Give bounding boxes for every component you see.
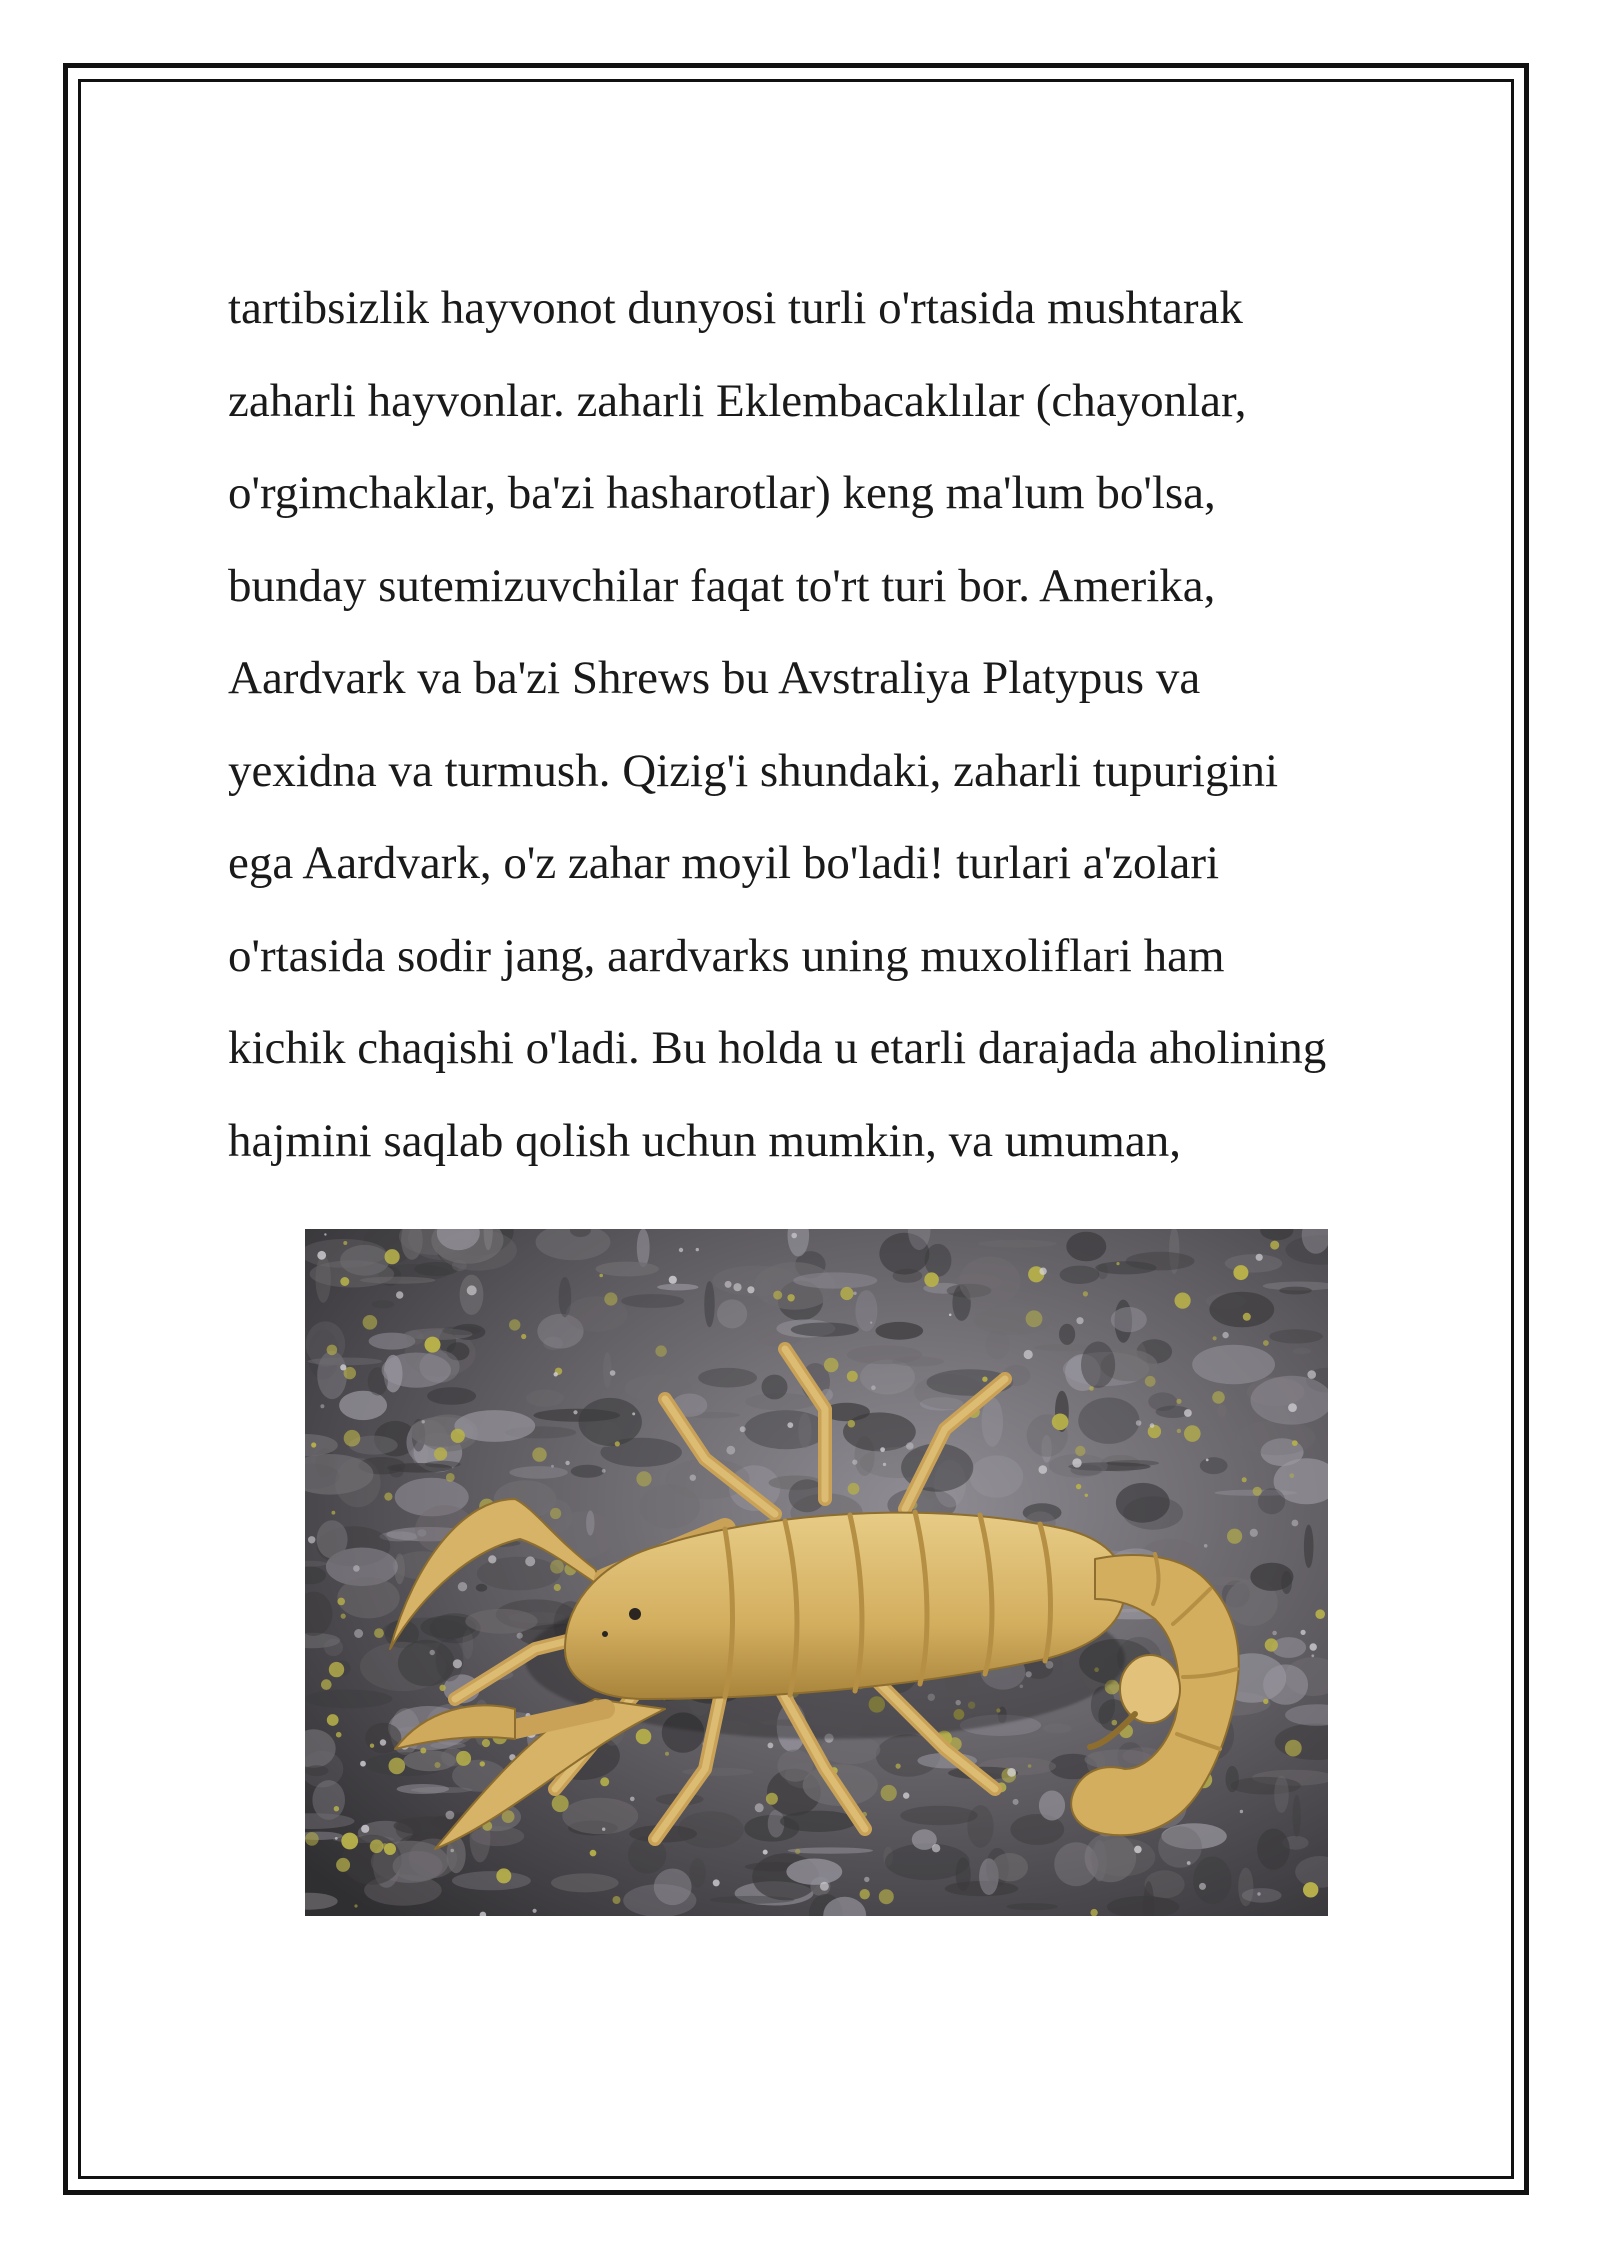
body-paragraph [228,262,1528,1187]
text-line: zaharli hayvonlar. zaharli Eklembacaklılar (chayonlar, [228,374,1247,427]
text-line: bunday sutemizuvchilar faqat to'rt turi bor. Amerika, [228,559,1216,612]
text-line: hajmini saqlab qolish uchun mumkin, va umuman, [228,1114,1181,1167]
text-line: o'rgimchaklar, ba'zi hasharotlar) keng ma'lum bo'lsa, [228,467,1216,519]
text-line: o'rtasida sodir jang, aardvarks uning muxoliflari ham [228,929,1225,982]
scorpion-photo-graphic [305,1229,1328,1916]
text-line: kichik chaqishi o'ladi. Bu holda u etarli darajada aholining [228,1022,1327,1074]
text-line: tartibsizlik hayvonot dunyosi turli o'rtasida mushtarak [228,282,1243,334]
text-line: Aardvark va ba'zi Shrews bu Avstraliya Platypus va [228,652,1201,704]
text-line: yexidna va turmush. Qizig'i shundaki, zaharli tupurigini [228,744,1279,797]
scorpion-photo [305,1229,1328,1916]
text-line: ega Aardvark, o'z zahar moyil bo'ladi! turlari a'zolari [228,837,1220,889]
